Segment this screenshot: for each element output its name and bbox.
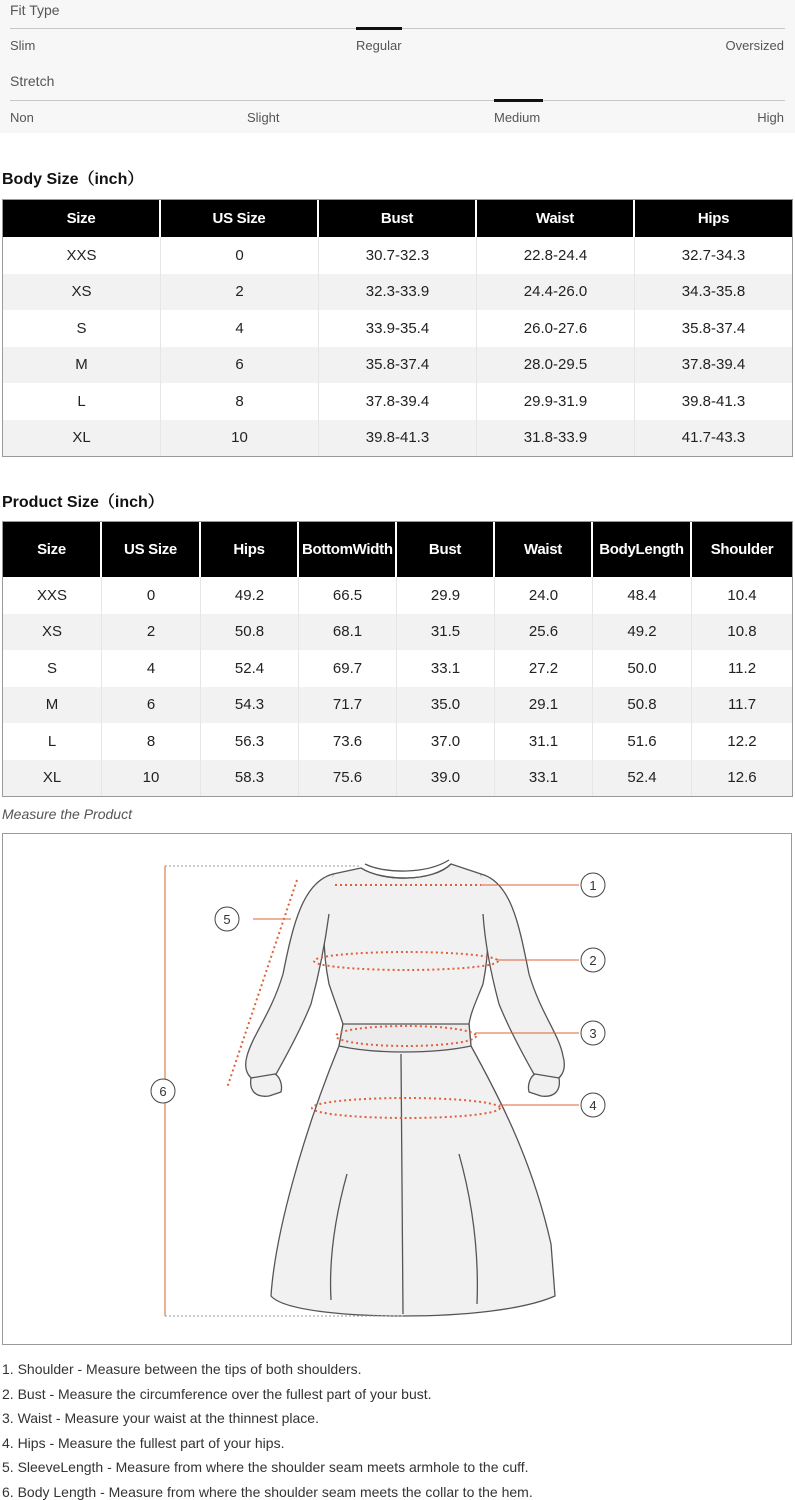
product-size-title: Product Size（inch） xyxy=(2,494,164,511)
svg-text:5: 5 xyxy=(223,912,231,927)
svg-text:6: 6 xyxy=(159,1084,167,1099)
table-cell: 22.8-24.4 xyxy=(477,237,635,274)
table-cell: 49.2 xyxy=(201,577,299,614)
table-cell: L xyxy=(3,723,102,760)
table-cell: 52.4 xyxy=(201,650,299,687)
svg-text:1: 1 xyxy=(589,878,597,893)
table-cell: 27.2 xyxy=(495,650,593,687)
dress-measurement-diagram-icon xyxy=(3,834,791,1344)
table-row xyxy=(3,577,792,614)
dress-outline xyxy=(246,860,564,1316)
table-cell: 58.3 xyxy=(201,760,299,797)
table-cell: 4 xyxy=(102,650,201,687)
table-row xyxy=(3,347,792,384)
table-cell: 31.1 xyxy=(495,723,593,760)
table-cell: 51.6 xyxy=(593,723,692,760)
column-header: Waist xyxy=(495,522,593,577)
column-header: Hips xyxy=(635,200,792,237)
fit-option-regular: Regular xyxy=(356,38,402,53)
table-cell: 35.0 xyxy=(397,687,495,724)
marker-2 xyxy=(581,948,605,972)
svg-text:3: 3 xyxy=(589,1026,597,1041)
table-row xyxy=(3,420,792,457)
table-row xyxy=(3,274,792,311)
table-row xyxy=(3,723,792,760)
table-cell: 12.2 xyxy=(692,723,792,760)
note-bust: 2. Bust - Measure the circumference over the fullest part of your bust. xyxy=(2,1385,432,1402)
table-cell: 39.0 xyxy=(397,760,495,797)
table-cell: 30.7-32.3 xyxy=(319,237,477,274)
table-cell: 52.4 xyxy=(593,760,692,797)
fit-panel xyxy=(0,0,795,133)
table-cell: 33.9-35.4 xyxy=(319,310,477,347)
table-cell: L xyxy=(3,383,161,420)
table-cell: 50.8 xyxy=(593,687,692,724)
table-cell: 24.4-26.0 xyxy=(477,274,635,311)
table-cell: 33.1 xyxy=(397,650,495,687)
table-cell: 25.6 xyxy=(495,614,593,651)
table-cell: 10.8 xyxy=(692,614,792,651)
product-size-table xyxy=(2,521,793,797)
table-cell: 66.5 xyxy=(299,577,397,614)
table-cell: 0 xyxy=(102,577,201,614)
table-cell: S xyxy=(3,650,102,687)
measure-diagram xyxy=(2,833,792,1345)
table-cell: M xyxy=(3,687,102,724)
table-cell: 31.8-33.9 xyxy=(477,420,635,457)
table-cell: XL xyxy=(3,760,102,797)
stretch-selected-marker xyxy=(494,99,543,102)
table-cell: 8 xyxy=(161,383,319,420)
measure-notes xyxy=(2,1357,792,1500)
note-body-length: 6. Body Length - Measure from where the shoulder seam meets the collar to the hem. xyxy=(2,1483,533,1500)
table-cell: 0 xyxy=(161,237,319,274)
column-header: US Size xyxy=(102,522,201,577)
table-cell: 28.0-29.5 xyxy=(477,347,635,384)
body-size-table xyxy=(2,199,793,457)
table-cell: 73.6 xyxy=(299,723,397,760)
column-header: Shoulder xyxy=(692,522,792,577)
column-header: BottomWidth xyxy=(299,522,397,577)
column-header: Hips xyxy=(201,522,299,577)
marker-5 xyxy=(215,907,239,931)
stretch-title: Stretch xyxy=(10,73,55,89)
table-cell: 10 xyxy=(161,420,319,457)
table-row xyxy=(3,687,792,724)
fit-type-selected-marker xyxy=(356,27,402,30)
column-header: Bust xyxy=(319,200,477,237)
table-cell: XS xyxy=(3,614,102,651)
table-cell: 33.1 xyxy=(495,760,593,797)
table-cell: 34.3-35.8 xyxy=(635,274,792,311)
table-cell: 35.8-37.4 xyxy=(319,347,477,384)
table-cell: 37.8-39.4 xyxy=(319,383,477,420)
stretch-scale-line xyxy=(10,100,785,101)
table-cell: 31.5 xyxy=(397,614,495,651)
table-cell: 71.7 xyxy=(299,687,397,724)
table-cell: 32.7-34.3 xyxy=(635,237,792,274)
table-cell: 2 xyxy=(102,614,201,651)
table-row xyxy=(3,383,792,420)
table-cell: 54.3 xyxy=(201,687,299,724)
table-cell: XS xyxy=(3,274,161,311)
table-row xyxy=(3,237,792,274)
table-cell: 49.2 xyxy=(593,614,692,651)
svg-text:4: 4 xyxy=(589,1098,597,1113)
table-cell: 48.4 xyxy=(593,577,692,614)
table-cell: 26.0-27.6 xyxy=(477,310,635,347)
table-cell: 10.4 xyxy=(692,577,792,614)
table-cell: S xyxy=(3,310,161,347)
table-cell: XXS xyxy=(3,577,102,614)
table-cell: 37.8-39.4 xyxy=(635,347,792,384)
column-header: US Size xyxy=(161,200,319,237)
table-cell: 69.7 xyxy=(299,650,397,687)
table-cell: 32.3-33.9 xyxy=(319,274,477,311)
marker-1 xyxy=(581,873,605,897)
table-cell: 8 xyxy=(102,723,201,760)
table-cell: 29.9-31.9 xyxy=(477,383,635,420)
table-cell: 6 xyxy=(102,687,201,724)
svg-text:2: 2 xyxy=(589,953,597,968)
table-row xyxy=(3,614,792,651)
table-cell: 11.7 xyxy=(692,687,792,724)
table-cell: 10 xyxy=(102,760,201,797)
table-cell: 56.3 xyxy=(201,723,299,760)
table-cell: 37.0 xyxy=(397,723,495,760)
table-cell: 24.0 xyxy=(495,577,593,614)
stretch-option-high: High xyxy=(757,110,784,125)
measure-caption: Measure the Product xyxy=(2,806,132,822)
table-cell: 35.8-37.4 xyxy=(635,310,792,347)
table-row xyxy=(3,760,792,797)
column-header: Size xyxy=(3,522,102,577)
note-hips: 4. Hips - Measure the fullest part of your hips. xyxy=(2,1434,285,1451)
fit-option-oversized: Oversized xyxy=(725,38,784,53)
column-header: Size xyxy=(3,200,161,237)
table-cell: 50.0 xyxy=(593,650,692,687)
table-cell: 41.7-43.3 xyxy=(635,420,792,457)
table-row xyxy=(3,650,792,687)
table-cell: 29.9 xyxy=(397,577,495,614)
table-cell: 39.8-41.3 xyxy=(319,420,477,457)
table-cell: 4 xyxy=(161,310,319,347)
table-cell: 50.8 xyxy=(201,614,299,651)
stretch-option-non: Non xyxy=(10,110,34,125)
table-cell: 68.1 xyxy=(299,614,397,651)
table-cell: 12.6 xyxy=(692,760,792,797)
note-shoulder: 1. Shoulder - Measure between the tips of both shoulders. xyxy=(2,1361,362,1377)
table-cell: 75.6 xyxy=(299,760,397,797)
marker-4 xyxy=(581,1093,605,1117)
table-cell: 11.2 xyxy=(692,650,792,687)
table-cell: M xyxy=(3,347,161,384)
stretch-option-medium: Medium xyxy=(494,110,541,125)
marker-6 xyxy=(151,1079,175,1103)
note-sleeve-length: 5. SleeveLength - Measure from where the shoulder seam meets armhole to the cuff. xyxy=(2,1459,529,1476)
stretch-option-slight: Slight xyxy=(247,110,280,125)
table-row xyxy=(3,310,792,347)
fit-option-slim: Slim xyxy=(10,38,36,53)
table-cell: 6 xyxy=(161,347,319,384)
table-cell: XL xyxy=(3,420,161,457)
body-size-title: Body Size（inch） xyxy=(2,171,144,188)
table-cell: 29.1 xyxy=(495,687,593,724)
column-header: Waist xyxy=(477,200,635,237)
fit-type-title: Fit Type xyxy=(10,2,60,18)
column-header: Bust xyxy=(397,522,495,577)
table-cell: XXS xyxy=(3,237,161,274)
table-cell: 39.8-41.3 xyxy=(635,383,792,420)
table-cell: 2 xyxy=(161,274,319,311)
column-header: BodyLength xyxy=(593,522,692,577)
marker-3 xyxy=(581,1021,605,1045)
note-waist: 3. Waist - Measure your waist at the thinnest place. xyxy=(2,1410,319,1427)
